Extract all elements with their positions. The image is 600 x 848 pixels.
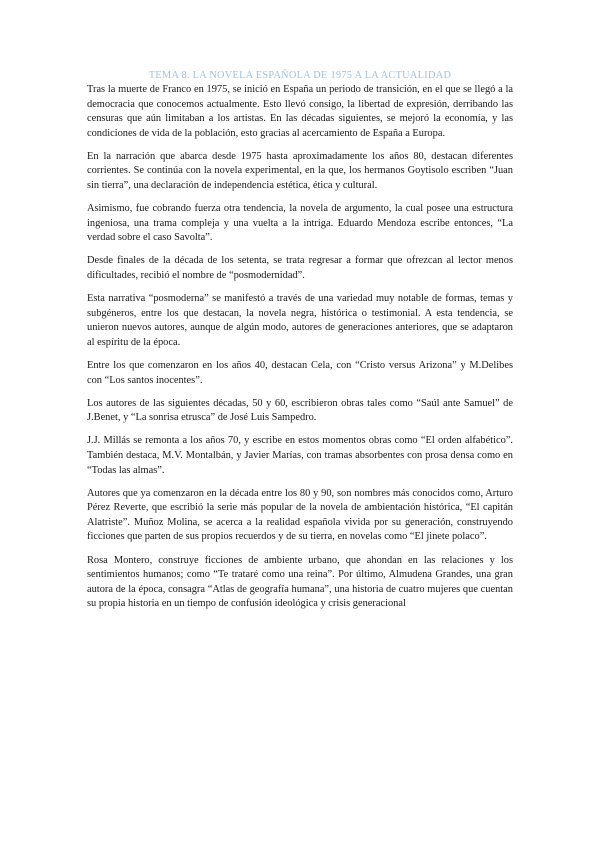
paragraph-transition: Tras la muerte de Franco en 1975, se inició en España un periodo de transición, en el que se llegó a la democracia que conocemos actualmente. Esto llevó consigo, la libertad de expresión, derribando las censuras que aún limitaban a los artistas. En las décadas siguientes, se mejoró la economía, y las condiciones de vida de la población, esto gracias al acercamiento de España a Europa. — [87, 84, 513, 139]
paragraph-authors-40s: Entre los que comenzaron en los años 40, destacan Cela, con “Cristo versus Arizona” y M.Delibes con “Los santos inocentes”. — [87, 360, 513, 386]
paragraph-montero-grandes: Rosa Montero, construye ficciones de ambiente urbano, que ahondan en las relaciones y los sentimientos humanos; como “Te trataré como una reina”. Por último, Almudena Grandes, una gran autora de la época, consagra “Atlas de geografía humana”, una historia de cuatro mujeres que cuentan su propia historia en un tiempo de confusión ideológica y crisis generacional — [87, 554, 513, 610]
document-title: TEMA 8. LA NOVELA ESPAÑOLA DE 1975 A LA ACTUALIDAD — [148, 70, 452, 81]
paragraph-experimental-novel: En la narración que abarca desde 1975 hasta aproximadamente los años 80, destacan diferentes corrientes. Se continúa con la novela experimental, en la que, los hermanos Goytisolo escriben “Juan sin tierra”, una declaración de independencia estética, ética y cultural. — [87, 150, 513, 192]
paragraph-plot-novel: Asimismo, fue cobrando fuerza otra tendencia, la novela de argumento, la cual posee una estructura ingeniosa, una trama compleja y una vuelta a la intriga. Eduardo Mendoza escribe entonces, “La verdad sobre el caso Savolta”. — [87, 203, 513, 244]
paragraph-authors-50s-60s: Los autores de las siguientes décadas, 50 y 60, escribieron obras tales como “Saúl ante Samuel” de J.Benet, y “La sonrisa etrusca” de José Luis Sampedro. — [87, 397, 513, 424]
paragraph-authors-80s-90s: Autores que ya comenzaron en la década entre los 80 y 90, son nombres más conocidos como, Arturo Pérez Reverte, que escribió la serie más popular de la novela de ambientación histórica, “El capitán Alatriste”. Muñoz Molina, se acerca a la realidad española vivida por su generación, construyendo ficciones que parten de sus propios recuerdos y de su tierra, en novelas como “El jinete polaco”. — [87, 487, 513, 543]
paragraph-postmodern-narrative: Esta narrativa “posmoderna” se manifestó a través de una variedad muy notable de formas, temas y subgéneros, entre los que destacan, la novela negra, histórica o testimonial. A esta tendencia, se unieron nuevos autores, aunque de algún modo, autores de generaciones anteriores, que se adaptaron al espíritu de la época. — [87, 293, 513, 348]
paragraph-postmodernity: Desde finales de la década de los setenta, se trata regresar a formar que ofrezcan al lector menos dificultades, recibió el nombre de “posmodernidad”. — [87, 255, 513, 282]
paragraph-authors-70s: J.J. Millás se remonta a los años 70, y escribe en estos momentos obras como “El orden alfabético”. También destaca, M.V. Montalbán, y Javier Marías, con tramas absorbentes con prosa densa como en “Todas las almas”. — [87, 435, 513, 476]
